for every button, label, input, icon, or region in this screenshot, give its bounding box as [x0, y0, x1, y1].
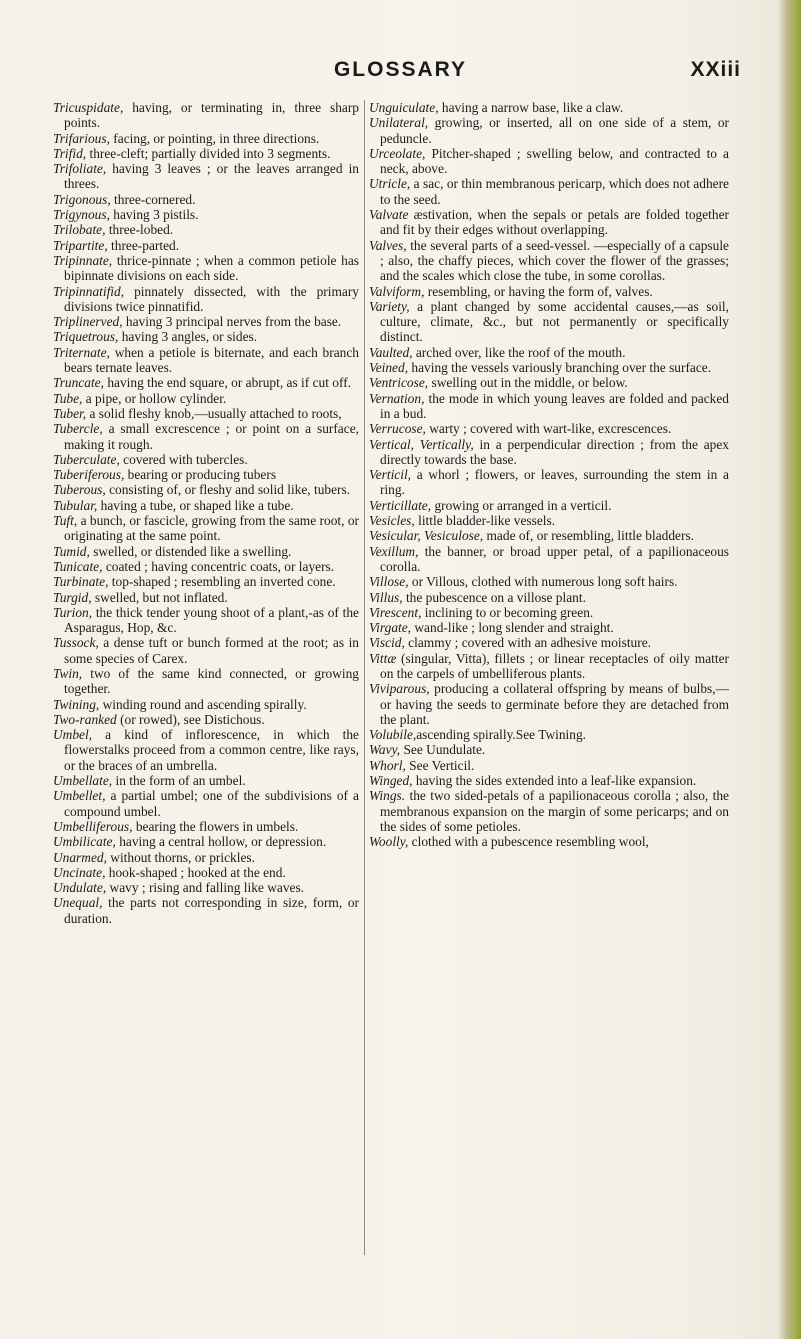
glossary-definition: (singular, Vitta), fillets ; or linear receptacles of oily matter on the carpels of umbelliferous plants.: [380, 650, 729, 681]
glossary-term: Vernation,: [369, 390, 425, 406]
glossary-entry: [53, 284, 359, 315]
glossary-term: Virgate,: [369, 620, 412, 636]
glossary-definition: three-parted.: [107, 237, 180, 253]
glossary-definition: clammy ; covered with an adhesive moisture.: [404, 635, 651, 651]
glossary-entry: [369, 375, 729, 390]
glossary-entry: [53, 697, 359, 712]
page-title: GLOSSARY: [333, 58, 468, 81]
glossary-column-right: [369, 100, 729, 850]
glossary-term: Vaulted,: [369, 344, 413, 360]
glossary-term: Tumid,: [53, 543, 90, 559]
glossary-entry: [53, 666, 359, 697]
glossary-definition: a partial umbel; one of the subdivisions of a compound umbel.: [64, 788, 359, 819]
glossary-term: Utricle,: [369, 176, 411, 192]
glossary-term: Trigonous,: [53, 191, 111, 207]
glossary-definition: pinnately dissected, with the primary divisions twice pinnatifid.: [64, 283, 359, 314]
glossary-definition: a small excrescence ; or point on a surface, making it rough.: [64, 421, 359, 452]
glossary-term: Unequal,: [53, 895, 103, 911]
glossary-entry: [369, 635, 729, 650]
glossary-definition: a whorl ; flowers, or leaves, surrounding the stem in a ring.: [380, 467, 729, 498]
glossary-definition: top-shaped ; resembling an inverted cone.: [108, 574, 336, 590]
glossary-definition: See Uundulate.: [400, 742, 486, 758]
glossary-definition: swelled, or distended like a swelling.: [89, 543, 292, 559]
glossary-term: Tuberculate,: [53, 451, 120, 467]
glossary-term: Trifarious,: [53, 130, 110, 146]
glossary-definition: a dense tuft or bunch formed at the root; as in some species of Carex.: [64, 635, 359, 666]
glossary-definition: clothed with a pubescence resembling wool,: [408, 834, 649, 850]
glossary-entry: [53, 253, 359, 284]
glossary-entry: [369, 513, 729, 528]
glossary-entry: [369, 238, 729, 284]
glossary-definition: producing a collateral offspring by means of bulbs,—or having the seeds to germinate before they are detached from the plant.: [380, 681, 729, 727]
glossary-entry: [53, 467, 359, 482]
glossary-definition: having, or terminating in, three sharp points.: [64, 100, 359, 131]
glossary-entry: [369, 727, 729, 742]
glossary-term: Tripinnate,: [53, 252, 113, 268]
glossary-term: Triquetrous,: [53, 329, 119, 345]
glossary-definition: the several parts of a seed-vessel. —especially of a capsule ; also, the chaffy pieces, which cover the flower of the grasses; and the scales which close the tube, in some corollas.: [380, 237, 729, 284]
glossary-entry: [53, 482, 359, 497]
glossary-entry: [53, 314, 359, 329]
glossary-entry: [53, 146, 359, 161]
glossary-entry: [369, 391, 729, 422]
glossary-definition: the thick tender young shoot of a plant,-as of the Asparagus, Hop, &c.: [64, 604, 359, 636]
glossary-definition: coated ; having concentric coats, or layers.: [102, 558, 335, 574]
glossary-term: Vesicles,: [369, 513, 415, 529]
glossary-definition: swelling out in the middle, or below.: [428, 375, 628, 391]
glossary-entry: [53, 345, 359, 376]
glossary-definition: having a narrow base, like a claw.: [438, 100, 624, 115]
glossary-entry: [53, 406, 359, 421]
glossary-term: Veined,: [369, 360, 409, 376]
glossary-term: Ventricose,: [369, 375, 429, 391]
glossary-term: Winged,: [369, 773, 413, 789]
page-number: XXiii: [690, 58, 741, 81]
glossary-entry: [53, 192, 359, 207]
glossary-definition: having a central hollow, or depression.: [115, 834, 327, 850]
glossary-entry: [369, 146, 729, 177]
glossary-term: Tuft,: [53, 513, 78, 529]
glossary-definition: the parts not corresponding in size, form, or duration.: [64, 895, 359, 926]
glossary-definition: three-lobed.: [105, 222, 174, 238]
glossary-term: Triternate,: [53, 344, 110, 360]
glossary-term: Turbinate,: [53, 574, 109, 590]
glossary-term: Umbel,: [53, 727, 93, 743]
glossary-entry: [369, 742, 729, 757]
glossary-entry: [369, 360, 729, 375]
glossary-term: Volubile,: [369, 727, 417, 743]
glossary-term: Urceolate,: [369, 145, 426, 161]
glossary-entry: [369, 620, 729, 635]
glossary-definition: or Villous, clothed with numerous long soft hairs.: [408, 574, 678, 590]
glossary-definition: facing, or pointing, in three directions.: [109, 130, 320, 146]
glossary-term: Uncinate,: [53, 864, 106, 880]
glossary-definition: a kind of inflorescence, in which the flowerstalks proceed from a common centre, like rays, or the braces of an umbrella.: [64, 727, 359, 773]
glossary-definition: three-cornered.: [110, 191, 196, 207]
glossary-term: Verrucose,: [369, 421, 426, 437]
glossary-entry: [53, 238, 359, 253]
glossary-column-left: [53, 100, 359, 926]
glossary-definition: covered with tubercles.: [119, 451, 248, 467]
glossary-term: Vexillum,: [369, 543, 419, 559]
glossary-entry: [53, 727, 359, 773]
glossary-term: Twining,: [53, 696, 100, 712]
glossary-term: Two-ranked: [53, 711, 117, 727]
glossary-entry: [369, 207, 729, 238]
glossary-entry: [369, 758, 729, 773]
glossary-definition: when a petiole is biternate, and each branch bears ternate leaves.: [64, 344, 359, 376]
glossary-entry: [53, 834, 359, 849]
glossary-definition: having the sides extended into a leaf-like expansion.: [412, 773, 697, 789]
glossary-entry: [53, 329, 359, 344]
glossary-entry: [53, 421, 359, 452]
glossary-definition: in the form of an umbel.: [112, 773, 246, 789]
glossary-definition: little bladder-like vessels.: [414, 513, 556, 529]
glossary-entry: [369, 544, 729, 575]
book-spine-edge: [779, 0, 801, 1339]
glossary-definition: (or rowed), see Distichous.: [116, 711, 265, 727]
glossary-entry: [369, 284, 729, 299]
glossary-definition: the mode in which young leaves are folded and packed in a bud.: [380, 390, 729, 421]
glossary-entry: [53, 880, 359, 895]
glossary-definition: hook-shaped ; hooked at the end.: [105, 864, 286, 880]
glossary-term: Valviform,: [369, 283, 425, 299]
glossary-entry: [53, 559, 359, 574]
glossary-term: Turgid,: [53, 589, 92, 605]
glossary-definition: thrice-pinnate ; when a common petiole has bipinnate divisions on each side.: [64, 252, 359, 284]
glossary-definition: having the vessels variously branching over the surface.: [408, 360, 712, 376]
glossary-entry: [369, 773, 729, 788]
glossary-term: Unilateral,: [369, 115, 429, 131]
glossary-term: Trifid,: [53, 145, 87, 161]
glossary-definition: bearing or producing tubers: [124, 467, 277, 483]
glossary-entry: [53, 513, 359, 544]
glossary-definition: wand-like ; long slender and straight.: [411, 620, 614, 636]
glossary-definition: the pubescence on a villose plant.: [402, 589, 586, 605]
glossary-term: Tuberiferous,: [53, 467, 125, 483]
glossary-entry: [53, 391, 359, 406]
glossary-definition: See Verticil.: [405, 757, 475, 773]
glossary-term: Viscid,: [369, 635, 405, 651]
glossary-entry: [369, 681, 729, 727]
glossary-term: Verticillate,: [369, 497, 432, 513]
glossary-term: Variety,: [369, 298, 410, 314]
glossary-definition: having 3 principal nerves from the base.: [122, 314, 342, 330]
glossary-entry: [369, 528, 729, 543]
glossary-definition: a solid fleshy knob,—usually attached to roots,: [86, 405, 342, 421]
glossary-term: Tuber,: [53, 405, 87, 421]
glossary-term: Tunicate,: [53, 558, 103, 574]
glossary-entry: [53, 819, 359, 834]
glossary-term: Trilobate,: [53, 222, 106, 238]
glossary-definition: a sac, or thin membranous pericarp, which does not adhere to the seed.: [380, 176, 729, 207]
glossary-entry: [369, 115, 729, 146]
glossary-entry: [369, 590, 729, 605]
glossary-definition: growing or arranged in a verticil.: [431, 497, 612, 513]
glossary-definition: made of, or resembling, little bladders.: [483, 528, 695, 544]
glossary-definition: consisting of, or fleshy and solid like, tubers.: [105, 482, 351, 498]
page-header: [0, 58, 801, 88]
glossary-entry: [53, 574, 359, 589]
glossary-definition: without thorns, or prickles.: [106, 849, 255, 865]
glossary-term: Vesicular, Vesiculose,: [369, 528, 484, 544]
glossary-entry: [53, 712, 359, 727]
glossary-entry: [53, 161, 359, 192]
glossary-entry: [53, 590, 359, 605]
glossary-term: Triplinerved,: [53, 314, 123, 330]
glossary-definition: in a perpendicular direction ; from the apex directly towards the base.: [380, 436, 730, 467]
glossary-term: Villose,: [369, 574, 409, 590]
glossary-term: Unguiculate,: [369, 100, 439, 115]
glossary-entry: [369, 498, 729, 513]
glossary-definition: three-cleft; partially divided into 3 segments.: [86, 145, 331, 161]
glossary-term: Trigynous,: [53, 207, 110, 223]
glossary-entry: [369, 437, 729, 468]
glossary-entry: [53, 375, 359, 390]
glossary-entry: [53, 222, 359, 237]
glossary-definition: having 3 pistils.: [109, 207, 199, 223]
glossary-term: Wavy,: [369, 742, 401, 758]
glossary-term: Whorl,: [369, 757, 406, 773]
glossary-term: Valves,: [369, 237, 407, 253]
glossary-entry: [369, 345, 729, 360]
glossary-term: Tube,: [53, 390, 83, 406]
glossary-definition: a pipe, or hollow cylinder.: [82, 390, 227, 406]
glossary-term: Vittæ: [369, 650, 397, 666]
glossary-term: Vertical, Vertically,: [369, 436, 474, 452]
glossary-definition: warty ; covered with wart-like, excrescences.: [425, 421, 672, 437]
glossary-definition: Pitcher-shaped ; swelling below, and contracted to a neck, above.: [380, 145, 729, 177]
glossary-entry: [369, 574, 729, 589]
glossary-term: Umbelliferous,: [53, 818, 133, 834]
glossary-entry: [53, 544, 359, 559]
glossary-term: Woolly,: [369, 834, 409, 850]
glossary-term: Viviparous,: [369, 681, 430, 697]
glossary-entry: [369, 176, 729, 207]
glossary-term: Virescent,: [369, 604, 422, 620]
glossary-term: Umbilicate,: [53, 834, 116, 850]
glossary-definition: having the end square, or abrupt, as if cut off.: [103, 375, 352, 391]
glossary-term: Tuberous,: [53, 482, 106, 498]
glossary-definition: resembling, or having the form of, valves.: [424, 283, 653, 299]
glossary-entry: [53, 498, 359, 513]
glossary-term: Tricuspidate,: [53, 100, 124, 115]
glossary-term: Undulate,: [53, 880, 107, 896]
glossary-term: Villus,: [369, 589, 403, 605]
glossary-entry: [369, 421, 729, 436]
glossary-term: Twin,: [53, 665, 83, 681]
glossary-definition: the two sided-petals of a papilionaceous corolla ; also, the membranous expansion on the margin of some pericarps; and on the sides of some petioles.: [380, 788, 729, 834]
glossary-term: Turion,: [53, 604, 93, 620]
glossary-entry: [369, 467, 729, 498]
glossary-definition: the banner, or broad upper petal, of a papilionaceous corolla.: [380, 543, 729, 574]
glossary-definition: having 3 leaves ; or the leaves arranged in threes.: [64, 161, 359, 192]
glossary-definition: æstivation, when the sepals or petals are folded together and fit by their edges without overlapping.: [380, 207, 729, 238]
glossary-term: Tripartite,: [53, 237, 108, 253]
glossary-definition: having a tube, or shaped like a tube.: [97, 497, 294, 513]
glossary-entry: [369, 299, 729, 345]
glossary-entry: [369, 100, 729, 115]
glossary-definition: swelled, but not inflated.: [91, 589, 228, 605]
glossary-entry: [53, 850, 359, 865]
glossary-term: Unarmed,: [53, 849, 107, 865]
glossary-term: Trifoliate,: [53, 161, 107, 177]
glossary-entry: [53, 788, 359, 819]
glossary-term: Umbellet,: [53, 788, 106, 804]
glossary-entry: [53, 773, 359, 788]
glossary-definition: bearing the flowers in umbels.: [132, 818, 299, 834]
glossary-entry: [369, 834, 729, 849]
glossary-definition: two of the same kind connected, or growing together.: [64, 665, 359, 697]
column-divider: [364, 100, 365, 1255]
glossary-term: Verticil,: [369, 467, 412, 483]
glossary-entry: [53, 865, 359, 880]
glossary-entry: [53, 635, 359, 666]
glossary-entry: [53, 100, 359, 131]
glossary-term: Tubercle,: [53, 421, 103, 437]
glossary-entry: [53, 207, 359, 222]
glossary-entry: [53, 895, 359, 926]
glossary-term: Truncate,: [53, 375, 104, 391]
glossary-entry: [369, 788, 729, 834]
glossary-definition: a plant changed by some accidental causes,—as soil, culture, climate, &c., but not permanently or specifically distinct.: [380, 298, 729, 345]
glossary-term: Tripinnatifid,: [53, 283, 125, 299]
glossary-entry: [53, 605, 359, 636]
glossary-definition: growing, or inserted, all on one side of a stem, or peduncle.: [380, 115, 729, 146]
glossary-entry: [369, 605, 729, 620]
glossary-term: Tussock,: [53, 635, 99, 651]
glossary-term: Valvate: [369, 207, 409, 223]
glossary-term: Wings.: [369, 788, 406, 804]
glossary-term: Umbellate,: [53, 773, 113, 789]
glossary-definition: wavy ; rising and falling like waves.: [106, 880, 305, 896]
glossary-definition: winding round and ascending spirally.: [99, 696, 307, 712]
glossary-definition: a bunch, or fascicle, growing from the same root, or originating at the same point.: [64, 513, 359, 544]
glossary-entry: [53, 131, 359, 146]
glossary-definition: inclining to or becoming green.: [421, 604, 594, 620]
glossary-entry: [53, 452, 359, 467]
glossary-definition: having 3 angles, or sides.: [118, 329, 258, 345]
glossary-definition: arched over, like the roof of the mouth.: [412, 344, 626, 360]
glossary-definition: ascending spirally.See Twining.: [416, 727, 586, 743]
glossary-entry: [369, 651, 729, 682]
glossary-term: Tubular,: [53, 497, 98, 513]
